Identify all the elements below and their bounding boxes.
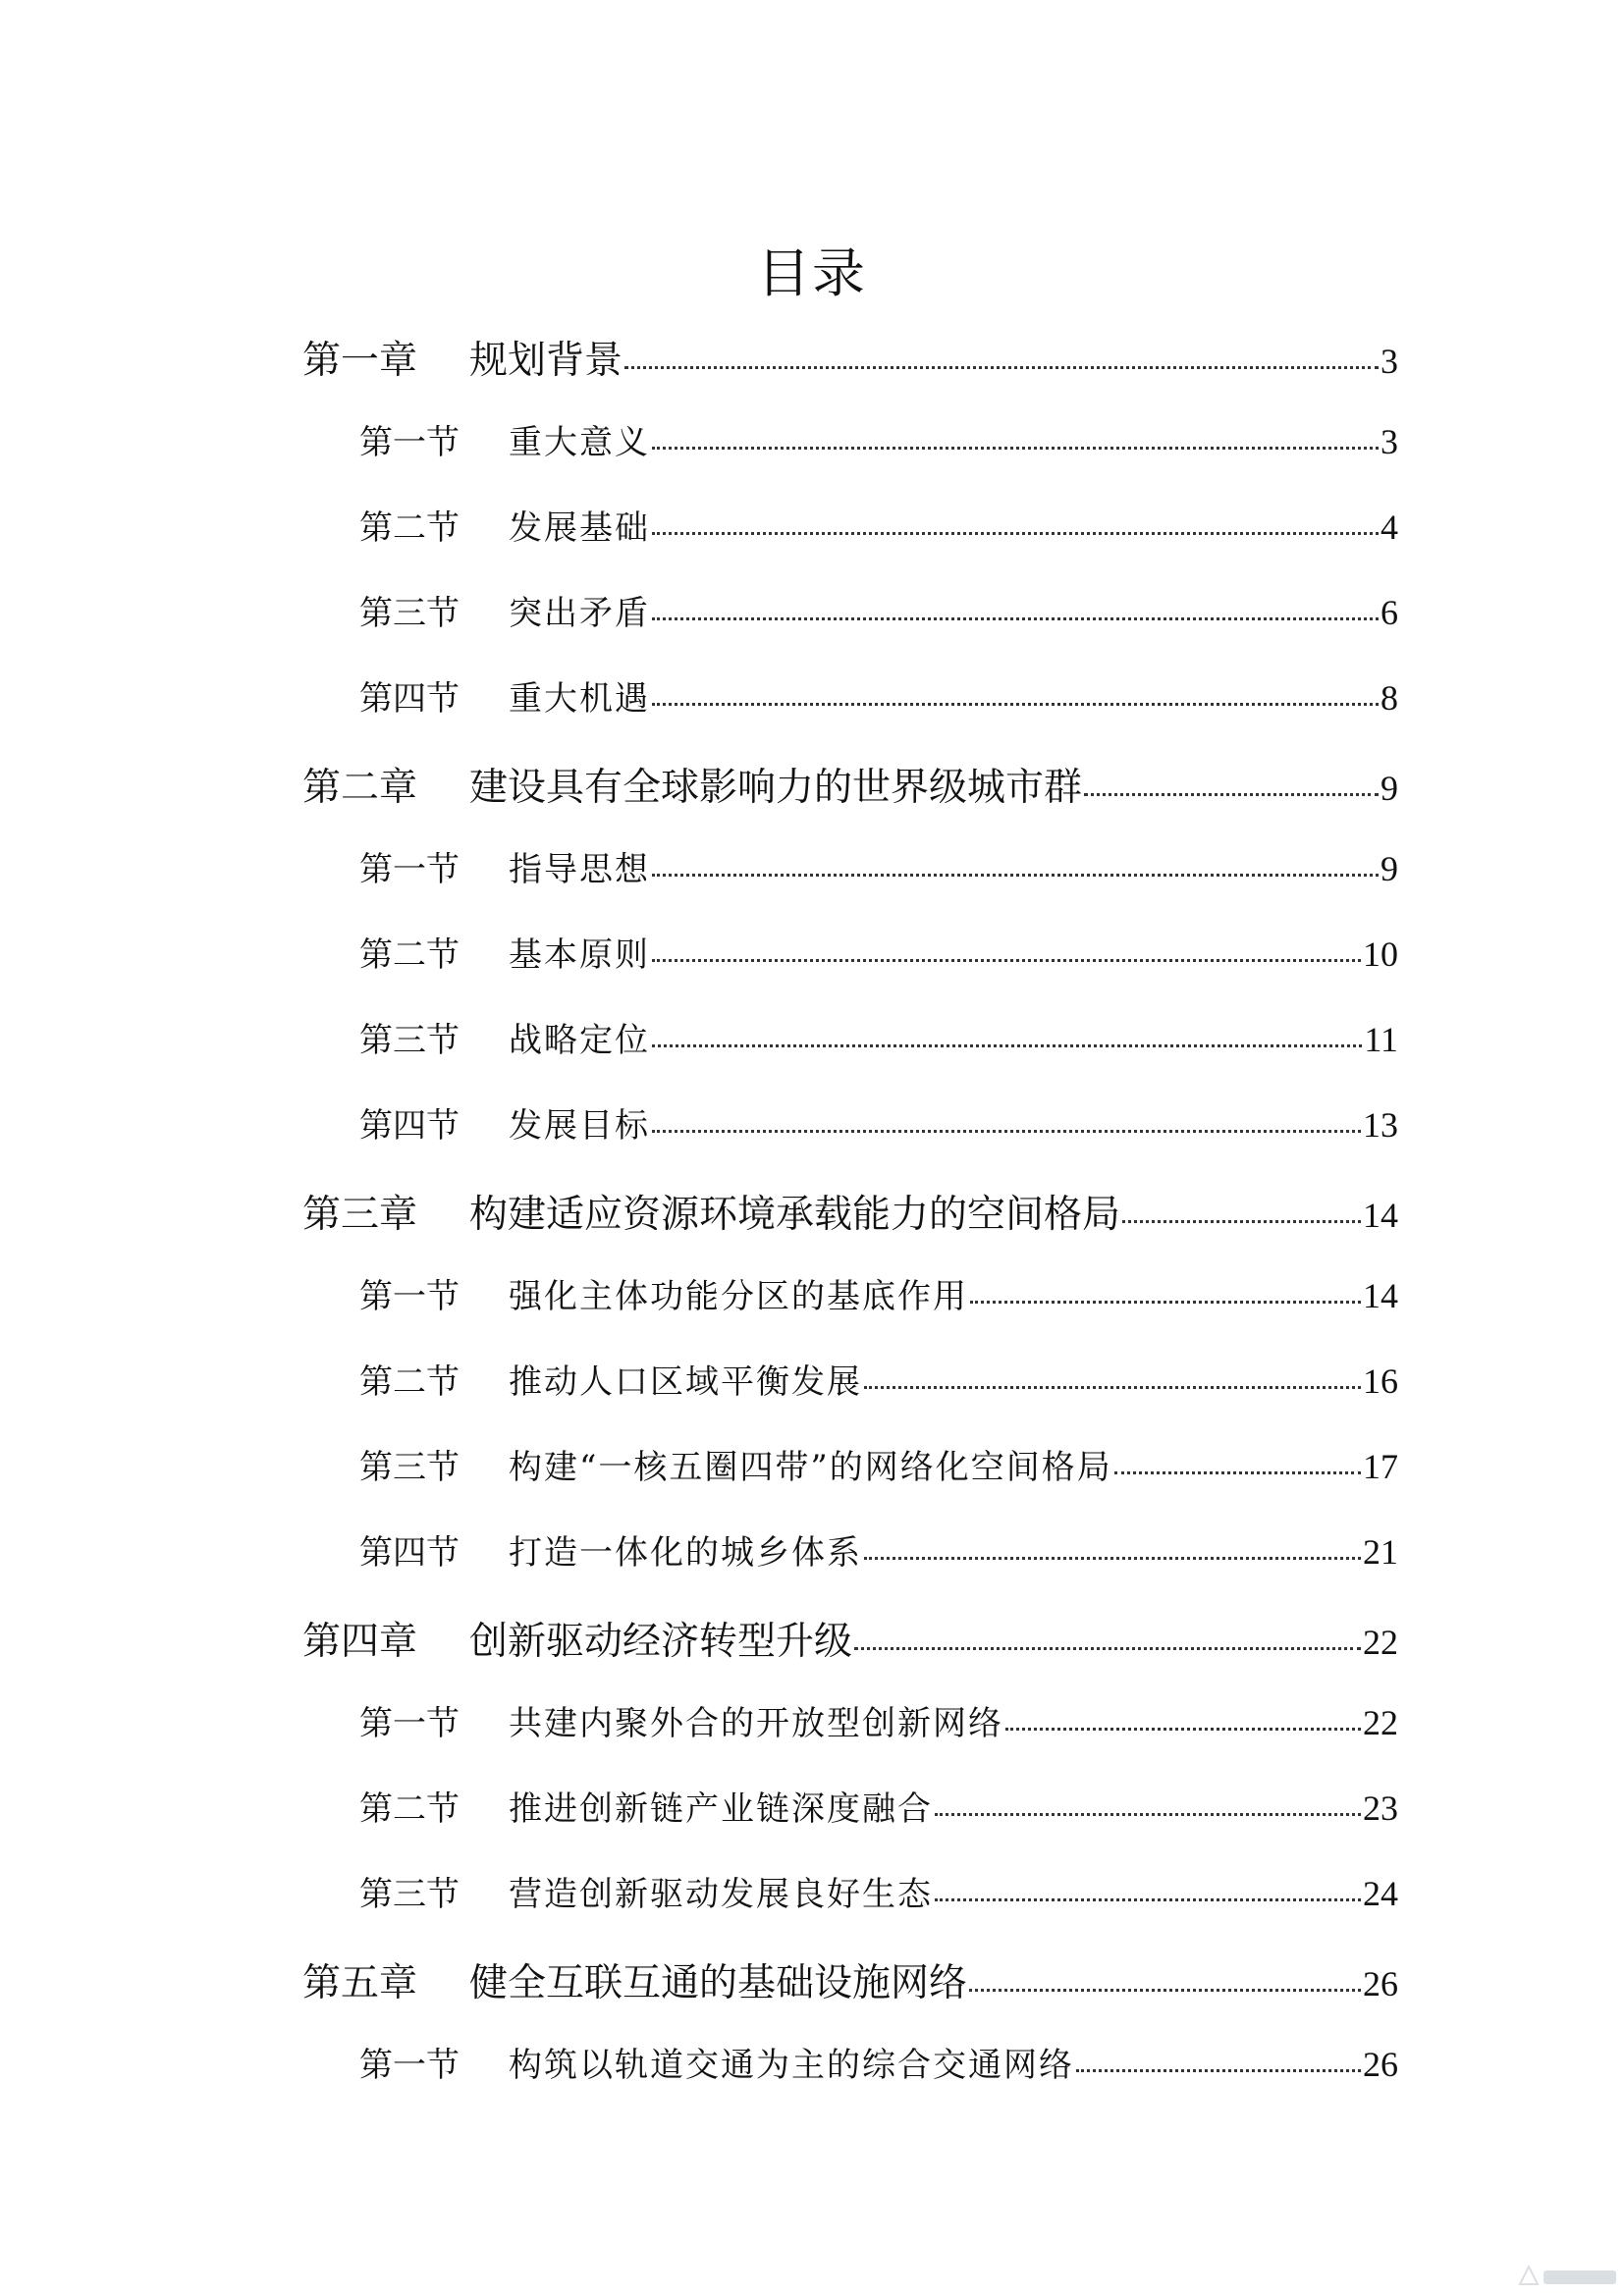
toc-number: 第三节 bbox=[359, 1448, 460, 1487]
toc-number: 第一章 bbox=[302, 339, 418, 383]
toc-number: 第三节 bbox=[359, 1021, 460, 1060]
toc-section[interactable] bbox=[359, 415, 1398, 474]
toc-number: 第一节 bbox=[359, 1704, 460, 1743]
toc-chapter[interactable] bbox=[302, 1611, 1398, 1670]
toc-title: 发展目标 bbox=[509, 1106, 650, 1146]
page-title: 目录 bbox=[757, 242, 867, 304]
toc-page: 16 bbox=[1363, 1362, 1398, 1401]
toc-title: 构建适应资源环境承载能力的空间格局 bbox=[469, 1193, 1121, 1237]
toc-section[interactable] bbox=[359, 1525, 1398, 1584]
toc-page: 14 bbox=[1363, 1276, 1398, 1315]
toc-number: 第三节 bbox=[359, 594, 460, 633]
toc-section[interactable] bbox=[359, 1867, 1398, 1926]
dot-leader bbox=[1122, 1220, 1361, 1223]
toc-page: 17 bbox=[1363, 1447, 1398, 1486]
dot-leader bbox=[652, 447, 1379, 450]
toc-page: 14 bbox=[1363, 1196, 1398, 1235]
watermark-icon bbox=[1518, 2265, 1540, 2291]
toc-page: 22 bbox=[1363, 1623, 1398, 1662]
toc-number: 第二节 bbox=[359, 1789, 460, 1829]
dot-leader bbox=[864, 1386, 1361, 1389]
toc-section[interactable] bbox=[359, 1013, 1398, 1072]
toc-number: 第一节 bbox=[359, 850, 460, 889]
toc-page: 26 bbox=[1363, 1964, 1398, 2003]
toc-title: 战略定位 bbox=[509, 1021, 650, 1060]
toc-section[interactable] bbox=[359, 1355, 1398, 1414]
toc-number: 第四节 bbox=[359, 679, 460, 719]
toc-title: 重大机遇 bbox=[509, 679, 650, 719]
toc-section[interactable] bbox=[359, 586, 1398, 645]
toc-number: 第一节 bbox=[359, 423, 460, 462]
dot-leader bbox=[624, 366, 1379, 369]
toc-number: 第一节 bbox=[359, 2046, 460, 2085]
toc-page: 21 bbox=[1363, 1532, 1398, 1572]
toc-number: 第四章 bbox=[302, 1620, 418, 1664]
dot-leader bbox=[854, 1647, 1361, 1650]
toc-chapter[interactable] bbox=[302, 1184, 1398, 1243]
toc-page: 11 bbox=[1364, 1020, 1398, 1059]
toc-title: 创新驱动经济转型升级 bbox=[469, 1620, 853, 1664]
toc-title: 基本原则 bbox=[509, 935, 650, 975]
toc-section[interactable] bbox=[359, 1696, 1398, 1755]
dot-leader bbox=[1076, 2069, 1361, 2072]
toc-number: 第二节 bbox=[359, 1362, 460, 1402]
toc-title: 规划背景 bbox=[469, 339, 623, 383]
toc-title: 强化主体功能分区的基底作用 bbox=[509, 1277, 968, 1316]
toc-number: 第三章 bbox=[302, 1193, 418, 1237]
toc-page: 9 bbox=[1380, 849, 1398, 888]
toc-title: 打造一体化的城乡体系 bbox=[509, 1533, 862, 1573]
toc-title: 重大意义 bbox=[509, 423, 650, 462]
dot-leader bbox=[652, 1130, 1361, 1133]
toc-number: 第二节 bbox=[359, 935, 460, 975]
dot-leader bbox=[969, 1989, 1361, 1992]
toc-number: 第三节 bbox=[359, 1875, 460, 1914]
toc-chapter[interactable] bbox=[302, 1952, 1398, 2011]
toc-page: 8 bbox=[1380, 678, 1398, 718]
toc-section[interactable] bbox=[359, 928, 1398, 987]
toc-section[interactable] bbox=[359, 1269, 1398, 1328]
dot-leader bbox=[1114, 1471, 1361, 1474]
dot-leader bbox=[652, 617, 1379, 620]
toc-number: 第五章 bbox=[302, 1961, 418, 2005]
dot-leader bbox=[935, 1898, 1361, 1901]
toc-title: 推动人口区域平衡发展 bbox=[509, 1362, 862, 1402]
toc-page: 4 bbox=[1380, 507, 1398, 547]
toc-number: 第四节 bbox=[359, 1533, 460, 1573]
watermark-label bbox=[1543, 2270, 1616, 2284]
toc-title: 健全互联互通的基础设施网络 bbox=[469, 1961, 968, 2005]
dot-leader bbox=[935, 1813, 1361, 1816]
toc-section[interactable] bbox=[359, 671, 1398, 730]
toc-number: 第二章 bbox=[302, 766, 418, 810]
dot-leader bbox=[652, 959, 1361, 962]
toc-section[interactable] bbox=[359, 1098, 1398, 1157]
toc-title: 共建内聚外合的开放型创新网络 bbox=[509, 1704, 1003, 1743]
toc-page: 6 bbox=[1380, 593, 1398, 632]
toc-chapter[interactable] bbox=[302, 330, 1398, 389]
toc-title: 建设具有全球影响力的世界级城市群 bbox=[469, 766, 1083, 810]
toc-chapter[interactable] bbox=[302, 757, 1398, 816]
toc-section[interactable] bbox=[359, 1440, 1398, 1499]
toc-title: 推进创新链产业链深度融合 bbox=[509, 1789, 933, 1829]
toc-page: 9 bbox=[1380, 769, 1398, 808]
corner-watermark bbox=[1518, 2265, 1616, 2290]
dot-leader bbox=[652, 703, 1379, 706]
toc-page: 3 bbox=[1380, 342, 1398, 381]
toc-title: 指导思想 bbox=[509, 850, 650, 889]
toc-page: 3 bbox=[1380, 422, 1398, 461]
toc-page: 22 bbox=[1363, 1703, 1398, 1742]
toc-number: 第一节 bbox=[359, 1277, 460, 1316]
toc-title: 构建“一核五圈四带”的网络化空间格局 bbox=[509, 1448, 1112, 1487]
dot-leader bbox=[1084, 793, 1379, 796]
toc-section[interactable] bbox=[359, 1782, 1398, 1841]
toc-title: 构筑以轨道交通为主的综合交通网络 bbox=[509, 2046, 1074, 2085]
dot-leader bbox=[652, 1044, 1362, 1047]
toc-section[interactable] bbox=[359, 842, 1398, 901]
dot-leader bbox=[864, 1557, 1361, 1560]
dot-leader bbox=[1005, 1728, 1361, 1731]
dot-leader bbox=[652, 532, 1379, 535]
dot-leader bbox=[652, 874, 1379, 877]
toc-title: 突出矛盾 bbox=[509, 594, 650, 633]
toc-page: 13 bbox=[1363, 1105, 1398, 1145]
toc-section[interactable] bbox=[359, 2038, 1398, 2097]
toc-number: 第二节 bbox=[359, 508, 460, 548]
toc-page: 10 bbox=[1363, 934, 1398, 974]
toc-section[interactable] bbox=[359, 501, 1398, 560]
toc-title: 营造创新驱动发展良好生态 bbox=[509, 1875, 933, 1914]
toc-page: 26 bbox=[1363, 2045, 1398, 2084]
toc-page: 23 bbox=[1363, 1789, 1398, 1828]
toc-title: 发展基础 bbox=[509, 508, 650, 548]
dot-leader bbox=[970, 1301, 1361, 1304]
toc-number: 第四节 bbox=[359, 1106, 460, 1146]
toc-page: 24 bbox=[1363, 1874, 1398, 1913]
